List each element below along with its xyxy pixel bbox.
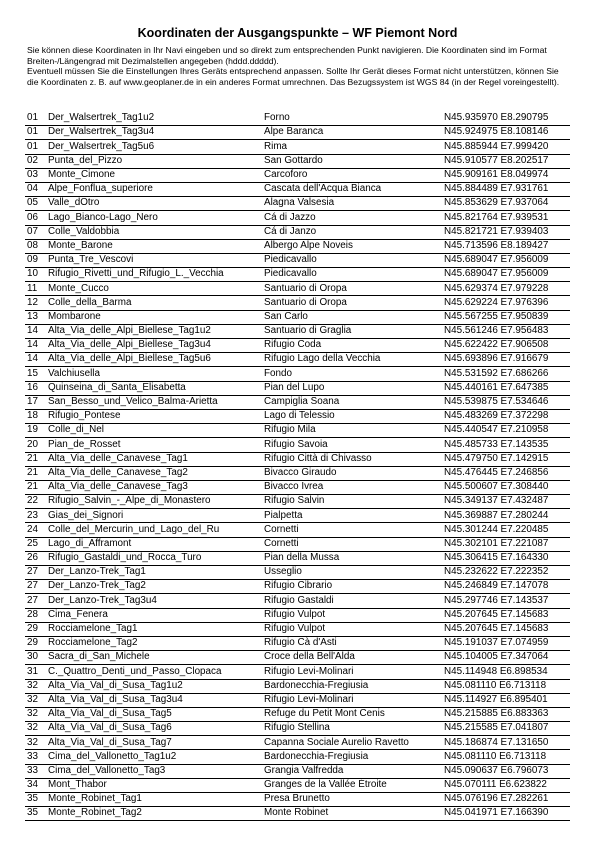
route-number: 11 bbox=[25, 282, 48, 296]
route-number: 02 bbox=[25, 154, 48, 168]
route-number: 35 bbox=[25, 807, 48, 821]
route-number: 33 bbox=[25, 764, 48, 778]
start-point: Santuario di Oropa bbox=[264, 296, 444, 310]
coordinates: N45.232622 E7.222352 bbox=[444, 566, 570, 580]
start-point: Croce della Bell'Alda bbox=[264, 651, 444, 665]
route-number: 28 bbox=[25, 608, 48, 622]
table-row bbox=[25, 707, 570, 721]
route-name: Mombarone bbox=[48, 310, 264, 324]
route-number: 05 bbox=[25, 197, 48, 211]
start-point: Rifugio Città di Chivasso bbox=[264, 452, 444, 466]
table-row bbox=[25, 438, 570, 452]
route-number: 32 bbox=[25, 736, 48, 750]
start-point: Rifugio Vulpot bbox=[264, 622, 444, 636]
coordinates: N45.693896 E7.916679 bbox=[444, 353, 570, 367]
table-row bbox=[25, 339, 570, 353]
table-row bbox=[25, 225, 570, 239]
start-point: Santuario di Graglia bbox=[264, 324, 444, 338]
route-name: Monte_Cimone bbox=[48, 168, 264, 182]
route-name: Rifugio_Gastaldi_und_Rocca_Turo bbox=[48, 551, 264, 565]
table-row bbox=[25, 282, 570, 296]
table-row bbox=[25, 480, 570, 494]
coordinates: N45.713596 E8.189427 bbox=[444, 239, 570, 253]
route-name: Alta_Via_Val_di_Susa_Tag7 bbox=[48, 736, 264, 750]
route-number: 32 bbox=[25, 722, 48, 736]
table-row bbox=[25, 324, 570, 338]
route-name: Rocciamelone_Tag2 bbox=[48, 636, 264, 650]
table-row bbox=[25, 253, 570, 267]
route-name: Gias_dei_Signori bbox=[48, 509, 264, 523]
route-name: Quinseina_di_Santa_Elisabetta bbox=[48, 381, 264, 395]
route-number: 07 bbox=[25, 225, 48, 239]
start-point: Rifugio Gastaldi bbox=[264, 594, 444, 608]
start-point: Pian della Mussa bbox=[264, 551, 444, 565]
table-row bbox=[25, 367, 570, 381]
route-name: Der_Lanzo-Trek_Tag2 bbox=[48, 580, 264, 594]
route-number: 08 bbox=[25, 239, 48, 253]
route-number: 31 bbox=[25, 665, 48, 679]
coordinates: N45.884489 E7.931761 bbox=[444, 182, 570, 196]
start-point: Rifugio Savoia bbox=[264, 438, 444, 452]
intro-paragraph-1: Sie können diese Koordinaten in Ihr Navi eingeben und so direkt zum entsprechenden Punkt navigieren. Die Koordinaten sind im Format Breiten-/Längengrad mit Dezimalstellen angegeben (hddd.ddddd). bbox=[27, 45, 547, 66]
route-name: Rocciamelone_Tag1 bbox=[48, 622, 264, 636]
coordinates: N45.853629 E7.937064 bbox=[444, 197, 570, 211]
table-row bbox=[25, 807, 570, 821]
route-name: Colle_della_Barma bbox=[48, 296, 264, 310]
table-row bbox=[25, 381, 570, 395]
coordinates: N45.246849 E7.147078 bbox=[444, 580, 570, 594]
start-point: Capanna Sociale Aurelio Ravetto bbox=[264, 736, 444, 750]
coordinates: N45.191037 E7.074959 bbox=[444, 636, 570, 650]
coordinates: N45.485733 E7.143535 bbox=[444, 438, 570, 452]
coordinates: N45.114927 E6.895401 bbox=[444, 693, 570, 707]
route-number: 01 bbox=[25, 112, 48, 126]
coordinates: N45.104005 E7.347064 bbox=[444, 651, 570, 665]
start-point: Alagna Valsesia bbox=[264, 197, 444, 211]
start-point: Rifugio Salvin bbox=[264, 495, 444, 509]
route-name: Alta_Via_delle_Canavese_Tag2 bbox=[48, 466, 264, 480]
intro-text bbox=[27, 45, 572, 87]
start-point: Piedicavallo bbox=[264, 268, 444, 282]
table-row bbox=[25, 424, 570, 438]
start-point: Pian del Lupo bbox=[264, 381, 444, 395]
start-point: Monte Robinet bbox=[264, 807, 444, 821]
route-number: 21 bbox=[25, 466, 48, 480]
route-name: Cima_Fenera bbox=[48, 608, 264, 622]
table-row bbox=[25, 622, 570, 636]
start-point: Carcoforo bbox=[264, 168, 444, 182]
route-number: 17 bbox=[25, 395, 48, 409]
table-row bbox=[25, 523, 570, 537]
route-number: 32 bbox=[25, 707, 48, 721]
route-name: Monte_Barone bbox=[48, 239, 264, 253]
start-point: Alpe Baranca bbox=[264, 126, 444, 140]
table-row bbox=[25, 495, 570, 509]
start-point: Rifugio Cibrario bbox=[264, 580, 444, 594]
coordinates: N45.081110 E6.713118 bbox=[444, 679, 570, 693]
route-number: 21 bbox=[25, 480, 48, 494]
route-number: 35 bbox=[25, 793, 48, 807]
table-row bbox=[25, 112, 570, 126]
route-number: 19 bbox=[25, 424, 48, 438]
route-number: 22 bbox=[25, 495, 48, 509]
coordinates: N45.369887 E7.280244 bbox=[444, 509, 570, 523]
start-point: Rifugio Vulpot bbox=[264, 608, 444, 622]
route-number: 21 bbox=[25, 452, 48, 466]
route-name: Colle_Valdobbia bbox=[48, 225, 264, 239]
route-name: Alta_Via_delle_Alpi_Biellese_Tag3u4 bbox=[48, 339, 264, 353]
coordinates: N45.306415 E7.164330 bbox=[444, 551, 570, 565]
coordinates: N45.622422 E7.906508 bbox=[444, 339, 570, 353]
coordinates: N45.689047 E7.956009 bbox=[444, 268, 570, 282]
route-number: 14 bbox=[25, 353, 48, 367]
coordinates: N45.301244 E7.220485 bbox=[444, 523, 570, 537]
coordinates: N45.114948 E6.898534 bbox=[444, 665, 570, 679]
table-row bbox=[25, 594, 570, 608]
table-row bbox=[25, 395, 570, 409]
route-name: Colle_di_Nel bbox=[48, 424, 264, 438]
route-name: Alta_Via_delle_Alpi_Biellese_Tag5u6 bbox=[48, 353, 264, 367]
start-point: Refuge du Petit Mont Cenis bbox=[264, 707, 444, 721]
coordinates: N45.090637 E6.796073 bbox=[444, 764, 570, 778]
table-row bbox=[25, 580, 570, 594]
route-name: Monte_Robinet_Tag2 bbox=[48, 807, 264, 821]
coordinates: N45.885944 E7.999420 bbox=[444, 140, 570, 154]
route-number: 24 bbox=[25, 523, 48, 537]
start-point: Cascata dell'Acqua Bianca bbox=[264, 182, 444, 196]
table-row bbox=[25, 651, 570, 665]
table-row bbox=[25, 452, 570, 466]
route-name: Der_Walsertrek_Tag3u4 bbox=[48, 126, 264, 140]
coordinates: N45.689047 E7.956009 bbox=[444, 253, 570, 267]
route-number: 26 bbox=[25, 551, 48, 565]
table-row bbox=[25, 211, 570, 225]
route-name: Rifugio_Pontese bbox=[48, 409, 264, 423]
route-name: Rifugio_Rivetti_und_Rifugio_L._Vecchia bbox=[48, 268, 264, 282]
coordinates: N45.041971 E7.166390 bbox=[444, 807, 570, 821]
coordinates: N45.215885 E6.883363 bbox=[444, 707, 570, 721]
coordinates: N45.909161 E8.049974 bbox=[444, 168, 570, 182]
route-name: C._Quattro_Denti_und_Passo_Clopaca bbox=[48, 665, 264, 679]
route-number: 14 bbox=[25, 324, 48, 338]
table-row bbox=[25, 268, 570, 282]
route-name: Alta_Via_Val_di_Susa_Tag6 bbox=[48, 722, 264, 736]
start-point: Rifugio Mila bbox=[264, 424, 444, 438]
table-row bbox=[25, 750, 570, 764]
table-row bbox=[25, 197, 570, 211]
route-number: 25 bbox=[25, 537, 48, 551]
route-name: Der_Lanzo-Trek_Tag1 bbox=[48, 566, 264, 580]
start-point: Rima bbox=[264, 140, 444, 154]
coordinates: N45.539875 E7.534646 bbox=[444, 395, 570, 409]
coordinates: N45.629224 E7.976396 bbox=[444, 296, 570, 310]
route-name: Cima_del_Vallonetto_Tag1u2 bbox=[48, 750, 264, 764]
route-name: Alpe_Fonflua_superiore bbox=[48, 182, 264, 196]
table-row bbox=[25, 409, 570, 423]
route-number: 06 bbox=[25, 211, 48, 225]
route-name: Punta_Tre_Vescovi bbox=[48, 253, 264, 267]
start-point: Bardonecchia-Fregiusia bbox=[264, 750, 444, 764]
start-point: Pialpetta bbox=[264, 509, 444, 523]
table-row bbox=[25, 353, 570, 367]
coordinates: N45.215585 E7.041807 bbox=[444, 722, 570, 736]
route-number: 13 bbox=[25, 310, 48, 324]
route-name: Pian_de_Rosset bbox=[48, 438, 264, 452]
route-name: Valle_dOtro bbox=[48, 197, 264, 211]
route-number: 29 bbox=[25, 636, 48, 650]
coordinates: N45.910577 E8.202517 bbox=[444, 154, 570, 168]
route-number: 30 bbox=[25, 651, 48, 665]
route-name: Sacra_di_San_Michele bbox=[48, 651, 264, 665]
start-point: Cá di Janzo bbox=[264, 225, 444, 239]
route-number: 20 bbox=[25, 438, 48, 452]
coordinates: N45.924975 E8.108146 bbox=[444, 126, 570, 140]
coordinates: N45.821764 E7.939531 bbox=[444, 211, 570, 225]
route-name: Alta_Via_Val_di_Susa_Tag3u4 bbox=[48, 693, 264, 707]
table-row bbox=[25, 736, 570, 750]
coordinates: N45.476445 E7.246856 bbox=[444, 466, 570, 480]
table-row bbox=[25, 636, 570, 650]
table-row bbox=[25, 509, 570, 523]
route-number: 04 bbox=[25, 182, 48, 196]
route-number: 27 bbox=[25, 566, 48, 580]
route-number: 23 bbox=[25, 509, 48, 523]
start-point: Bardonecchia-Fregiusia bbox=[264, 679, 444, 693]
route-name: Lago_Bianco-Lago_Nero bbox=[48, 211, 264, 225]
route-name: Der_Walsertrek_Tag5u6 bbox=[48, 140, 264, 154]
coordinates: N45.629374 E7.979228 bbox=[444, 282, 570, 296]
table-row bbox=[25, 665, 570, 679]
table-row bbox=[25, 296, 570, 310]
route-number: 10 bbox=[25, 268, 48, 282]
start-point: Campiglia Soana bbox=[264, 395, 444, 409]
table-row bbox=[25, 608, 570, 622]
coordinates-table bbox=[25, 112, 570, 821]
route-number: 32 bbox=[25, 679, 48, 693]
table-row bbox=[25, 679, 570, 693]
start-point: Rifugio Cà d'Asti bbox=[264, 636, 444, 650]
route-number: 16 bbox=[25, 381, 48, 395]
route-number: 12 bbox=[25, 296, 48, 310]
table-row bbox=[25, 126, 570, 140]
table-row bbox=[25, 793, 570, 807]
table-row bbox=[25, 168, 570, 182]
start-point: Rifugio Lago della Vecchia bbox=[264, 353, 444, 367]
route-name: Alta_Via_Val_di_Susa_Tag5 bbox=[48, 707, 264, 721]
table-row bbox=[25, 537, 570, 551]
coordinates: N45.821721 E7.939403 bbox=[444, 225, 570, 239]
table-row bbox=[25, 566, 570, 580]
start-point: Granges de la Vallée Étroite bbox=[264, 778, 444, 792]
route-number: 15 bbox=[25, 367, 48, 381]
start-point: Usseglio bbox=[264, 566, 444, 580]
coordinates: N45.207645 E7.145683 bbox=[444, 608, 570, 622]
route-number: 29 bbox=[25, 622, 48, 636]
table-row bbox=[25, 722, 570, 736]
coordinates: N45.935970 E8.290795 bbox=[444, 112, 570, 126]
route-number: 32 bbox=[25, 693, 48, 707]
coordinates: N45.500607 E7.308440 bbox=[444, 480, 570, 494]
start-point: Grangia Valfredda bbox=[264, 764, 444, 778]
route-name: Colle_del_Mercurin_und_Lago_del_Ru bbox=[48, 523, 264, 537]
coordinates: N45.531592 E7.686266 bbox=[444, 367, 570, 381]
route-number: 27 bbox=[25, 580, 48, 594]
start-point: Santuario di Oropa bbox=[264, 282, 444, 296]
route-name: Monte_Cucco bbox=[48, 282, 264, 296]
start-point: Bivacco Ivrea bbox=[264, 480, 444, 494]
coordinates: N45.349137 E7.432487 bbox=[444, 495, 570, 509]
coordinates: N45.479750 E7.142915 bbox=[444, 452, 570, 466]
start-point: Fondo bbox=[264, 367, 444, 381]
table-row bbox=[25, 239, 570, 253]
start-point: Forno bbox=[264, 112, 444, 126]
route-name: Mont_Thabor bbox=[48, 778, 264, 792]
route-number: 34 bbox=[25, 778, 48, 792]
start-point: Presa Brunetto bbox=[264, 793, 444, 807]
coordinates: N45.207645 E7.145683 bbox=[444, 622, 570, 636]
coordinates: N45.297746 E7.143537 bbox=[444, 594, 570, 608]
start-point: Rifugio Stellina bbox=[264, 722, 444, 736]
start-point: Cornetti bbox=[264, 523, 444, 537]
route-name: Cima_del_Vallonetto_Tag3 bbox=[48, 764, 264, 778]
route-number: 14 bbox=[25, 339, 48, 353]
start-point: Albergo Alpe Noveis bbox=[264, 239, 444, 253]
coordinates: N45.302101 E7.221087 bbox=[444, 537, 570, 551]
route-number: 33 bbox=[25, 750, 48, 764]
route-name: San_Besso_und_Velico_Balma-Arietta bbox=[48, 395, 264, 409]
start-point: Cá di Jazzo bbox=[264, 211, 444, 225]
route-name: Alta_Via_Val_di_Susa_Tag1u2 bbox=[48, 679, 264, 693]
start-point: Rifugio Levi-Molinari bbox=[264, 665, 444, 679]
start-point: San Carlo bbox=[264, 310, 444, 324]
coordinates: N45.186874 E7.131650 bbox=[444, 736, 570, 750]
start-point: Bivacco Giraudo bbox=[264, 466, 444, 480]
start-point: Rifugio Coda bbox=[264, 339, 444, 353]
route-number: 01 bbox=[25, 126, 48, 140]
coordinates: N45.483269 E7.372298 bbox=[444, 409, 570, 423]
route-name: Rifugio_Salvin_-_Alpe_di_Monastero bbox=[48, 495, 264, 509]
coordinates: N45.440547 E7.210958 bbox=[444, 424, 570, 438]
coordinates: N45.440161 E7.647385 bbox=[444, 381, 570, 395]
route-name: Alta_Via_delle_Alpi_Biellese_Tag1u2 bbox=[48, 324, 264, 338]
start-point: Cornetti bbox=[264, 537, 444, 551]
table-row bbox=[25, 154, 570, 168]
table-row bbox=[25, 693, 570, 707]
route-number: 27 bbox=[25, 594, 48, 608]
route-number: 03 bbox=[25, 168, 48, 182]
route-number: 01 bbox=[25, 140, 48, 154]
table-row bbox=[25, 310, 570, 324]
table-row bbox=[25, 466, 570, 480]
coordinates: N45.081110 E6.713118 bbox=[444, 750, 570, 764]
table-row bbox=[25, 140, 570, 154]
start-point: Rifugio Levi-Molinari bbox=[264, 693, 444, 707]
coordinates: N45.070111 E6.623822 bbox=[444, 778, 570, 792]
start-point: Piedicavallo bbox=[264, 253, 444, 267]
route-name: Alta_Via_delle_Canavese_Tag3 bbox=[48, 480, 264, 494]
coordinates: N45.567255 E7.950839 bbox=[444, 310, 570, 324]
coordinates: N45.076196 E7.282261 bbox=[444, 793, 570, 807]
route-name: Valchiusella bbox=[48, 367, 264, 381]
route-name: Punta_del_Pizzo bbox=[48, 154, 264, 168]
route-number: 09 bbox=[25, 253, 48, 267]
table-row bbox=[25, 764, 570, 778]
start-point: Lago di Telessio bbox=[264, 409, 444, 423]
route-name: Monte_Robinet_Tag1 bbox=[48, 793, 264, 807]
table-row bbox=[25, 551, 570, 565]
page-title: Koordinaten der Ausgangspunkte – WF Piemont Nord bbox=[137, 26, 458, 40]
route-name: Alta_Via_delle_Canavese_Tag1 bbox=[48, 452, 264, 466]
route-name: Der_Walsertrek_Tag1u2 bbox=[48, 112, 264, 126]
table-row bbox=[25, 778, 570, 792]
route-name: Lago_di_Afframont bbox=[48, 537, 264, 551]
table-row bbox=[25, 182, 570, 196]
coordinates: N45.561246 E7.956483 bbox=[444, 324, 570, 338]
route-number: 18 bbox=[25, 409, 48, 423]
start-point: San Gottardo bbox=[264, 154, 444, 168]
intro-paragraph-2: Eventuell müssen Sie die Einstellungen Ihres Geräts entsprechend anpassen. Sollte Ihr Gerät dieses Format nicht unterstützen, können Sie die Koordinaten z. B. auf www.geoplaner.de in ein anderes Format umrechnen. Das Bezugssystem ist WGS 84 (in der Regel voreingestellt). bbox=[27, 66, 560, 87]
route-name: Der_Lanzo-Trek_Tag3u4 bbox=[48, 594, 264, 608]
